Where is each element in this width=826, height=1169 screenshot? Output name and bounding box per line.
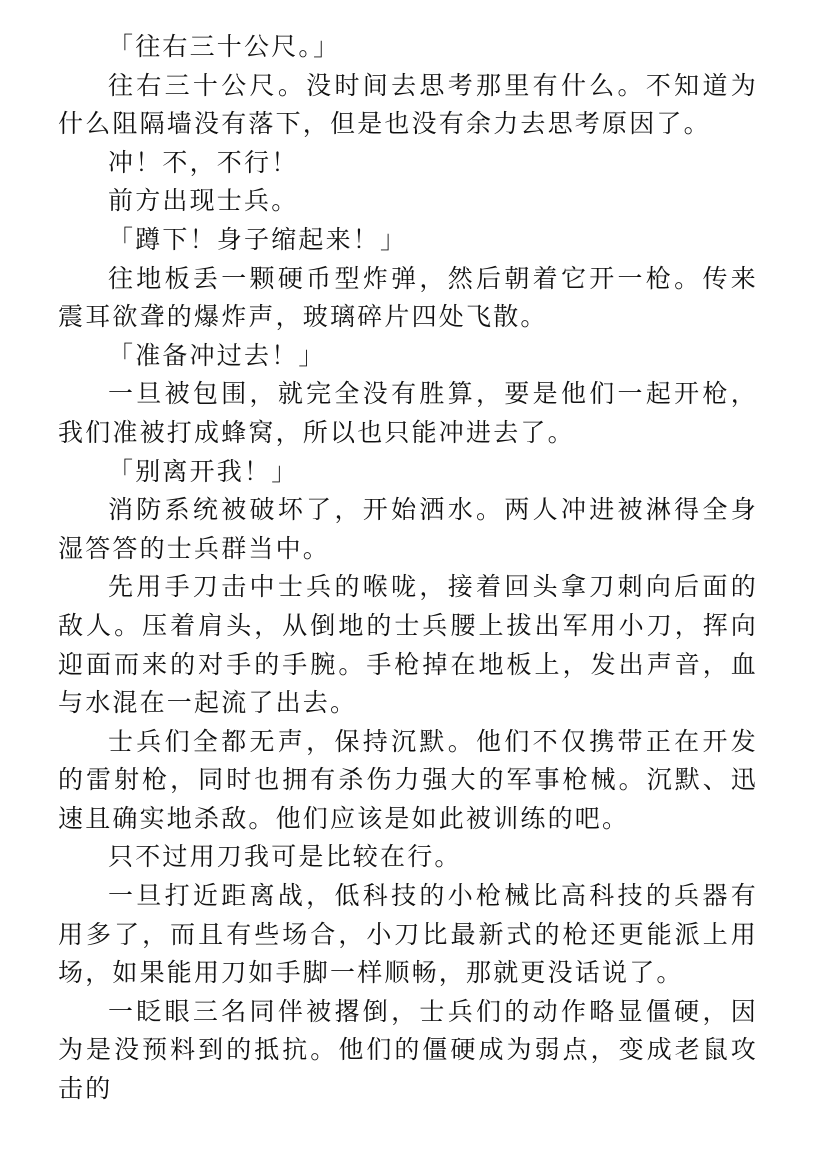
paragraph: 一旦被包围，就完全没有胜算，要是他们一起开枪，我们准被打成蜂窝，所以也只能冲进去了。 bbox=[58, 379, 758, 447]
paragraph: 「准备冲过去！」 bbox=[108, 340, 326, 370]
page-body bbox=[58, 28, 758, 1109]
paragraph: 消防系统被破坏了，开始洒水。两人冲进被淋得全身湿答答的士兵群当中。 bbox=[58, 495, 758, 563]
paragraph: 前方出现士兵。 bbox=[108, 186, 299, 216]
paragraph: 冲！不，不行！ bbox=[108, 147, 299, 177]
paragraph: 「别离开我！」 bbox=[108, 456, 299, 486]
paragraph: 往地板丢一颗硬币型炸弹，然后朝着它开一枪。传来震耳欲聋的爆炸声，玻璃碎片四处飞散。 bbox=[58, 263, 758, 332]
paragraph: 「往右三十公尺。」 bbox=[108, 32, 341, 61]
paragraph: 往右三十公尺。没时间去思考那里有什么。不知道为什么阻隔墙没有落下，但是也没有余力去思考原因了。 bbox=[58, 70, 758, 139]
paragraph: 「蹲下！身子缩起来！」 bbox=[108, 224, 408, 254]
paragraph: 一旦打近距离战，低科技的小枪械比高科技的兵器有用多了，而且有些场合，小刀比最新式的枪还更能派上用场，如果能用刀如手脚一样顺畅，那就更没话说了。 bbox=[58, 881, 758, 988]
paragraph: 只不过用刀我可是比较在行。 bbox=[108, 842, 462, 872]
paragraph: 先用手刀击中士兵的喉咙，接着回头拿刀刺向后面的敌人。压着肩头，从倒地的士兵腰上拔出军用小刀，挥向迎面而来的对手的手腕。手枪掉在地板上，发出声音，血与水混在一起流了出去。 bbox=[58, 572, 758, 718]
paragraph: 一眨眼三名同伴被撂倒，士兵们的动作略显僵硬，因为是没预料到的抵抗。他们的僵硬成为弱点，变成老鼠攻击的 bbox=[58, 996, 758, 1104]
paragraph: 士兵们全都无声，保持沉默。他们不仅携带正在开发的雷射枪，同时也拥有杀伤力强大的军事枪械。沉默、迅速且确实地杀敌。他们应该是如此被训练的吧。 bbox=[58, 726, 758, 833]
